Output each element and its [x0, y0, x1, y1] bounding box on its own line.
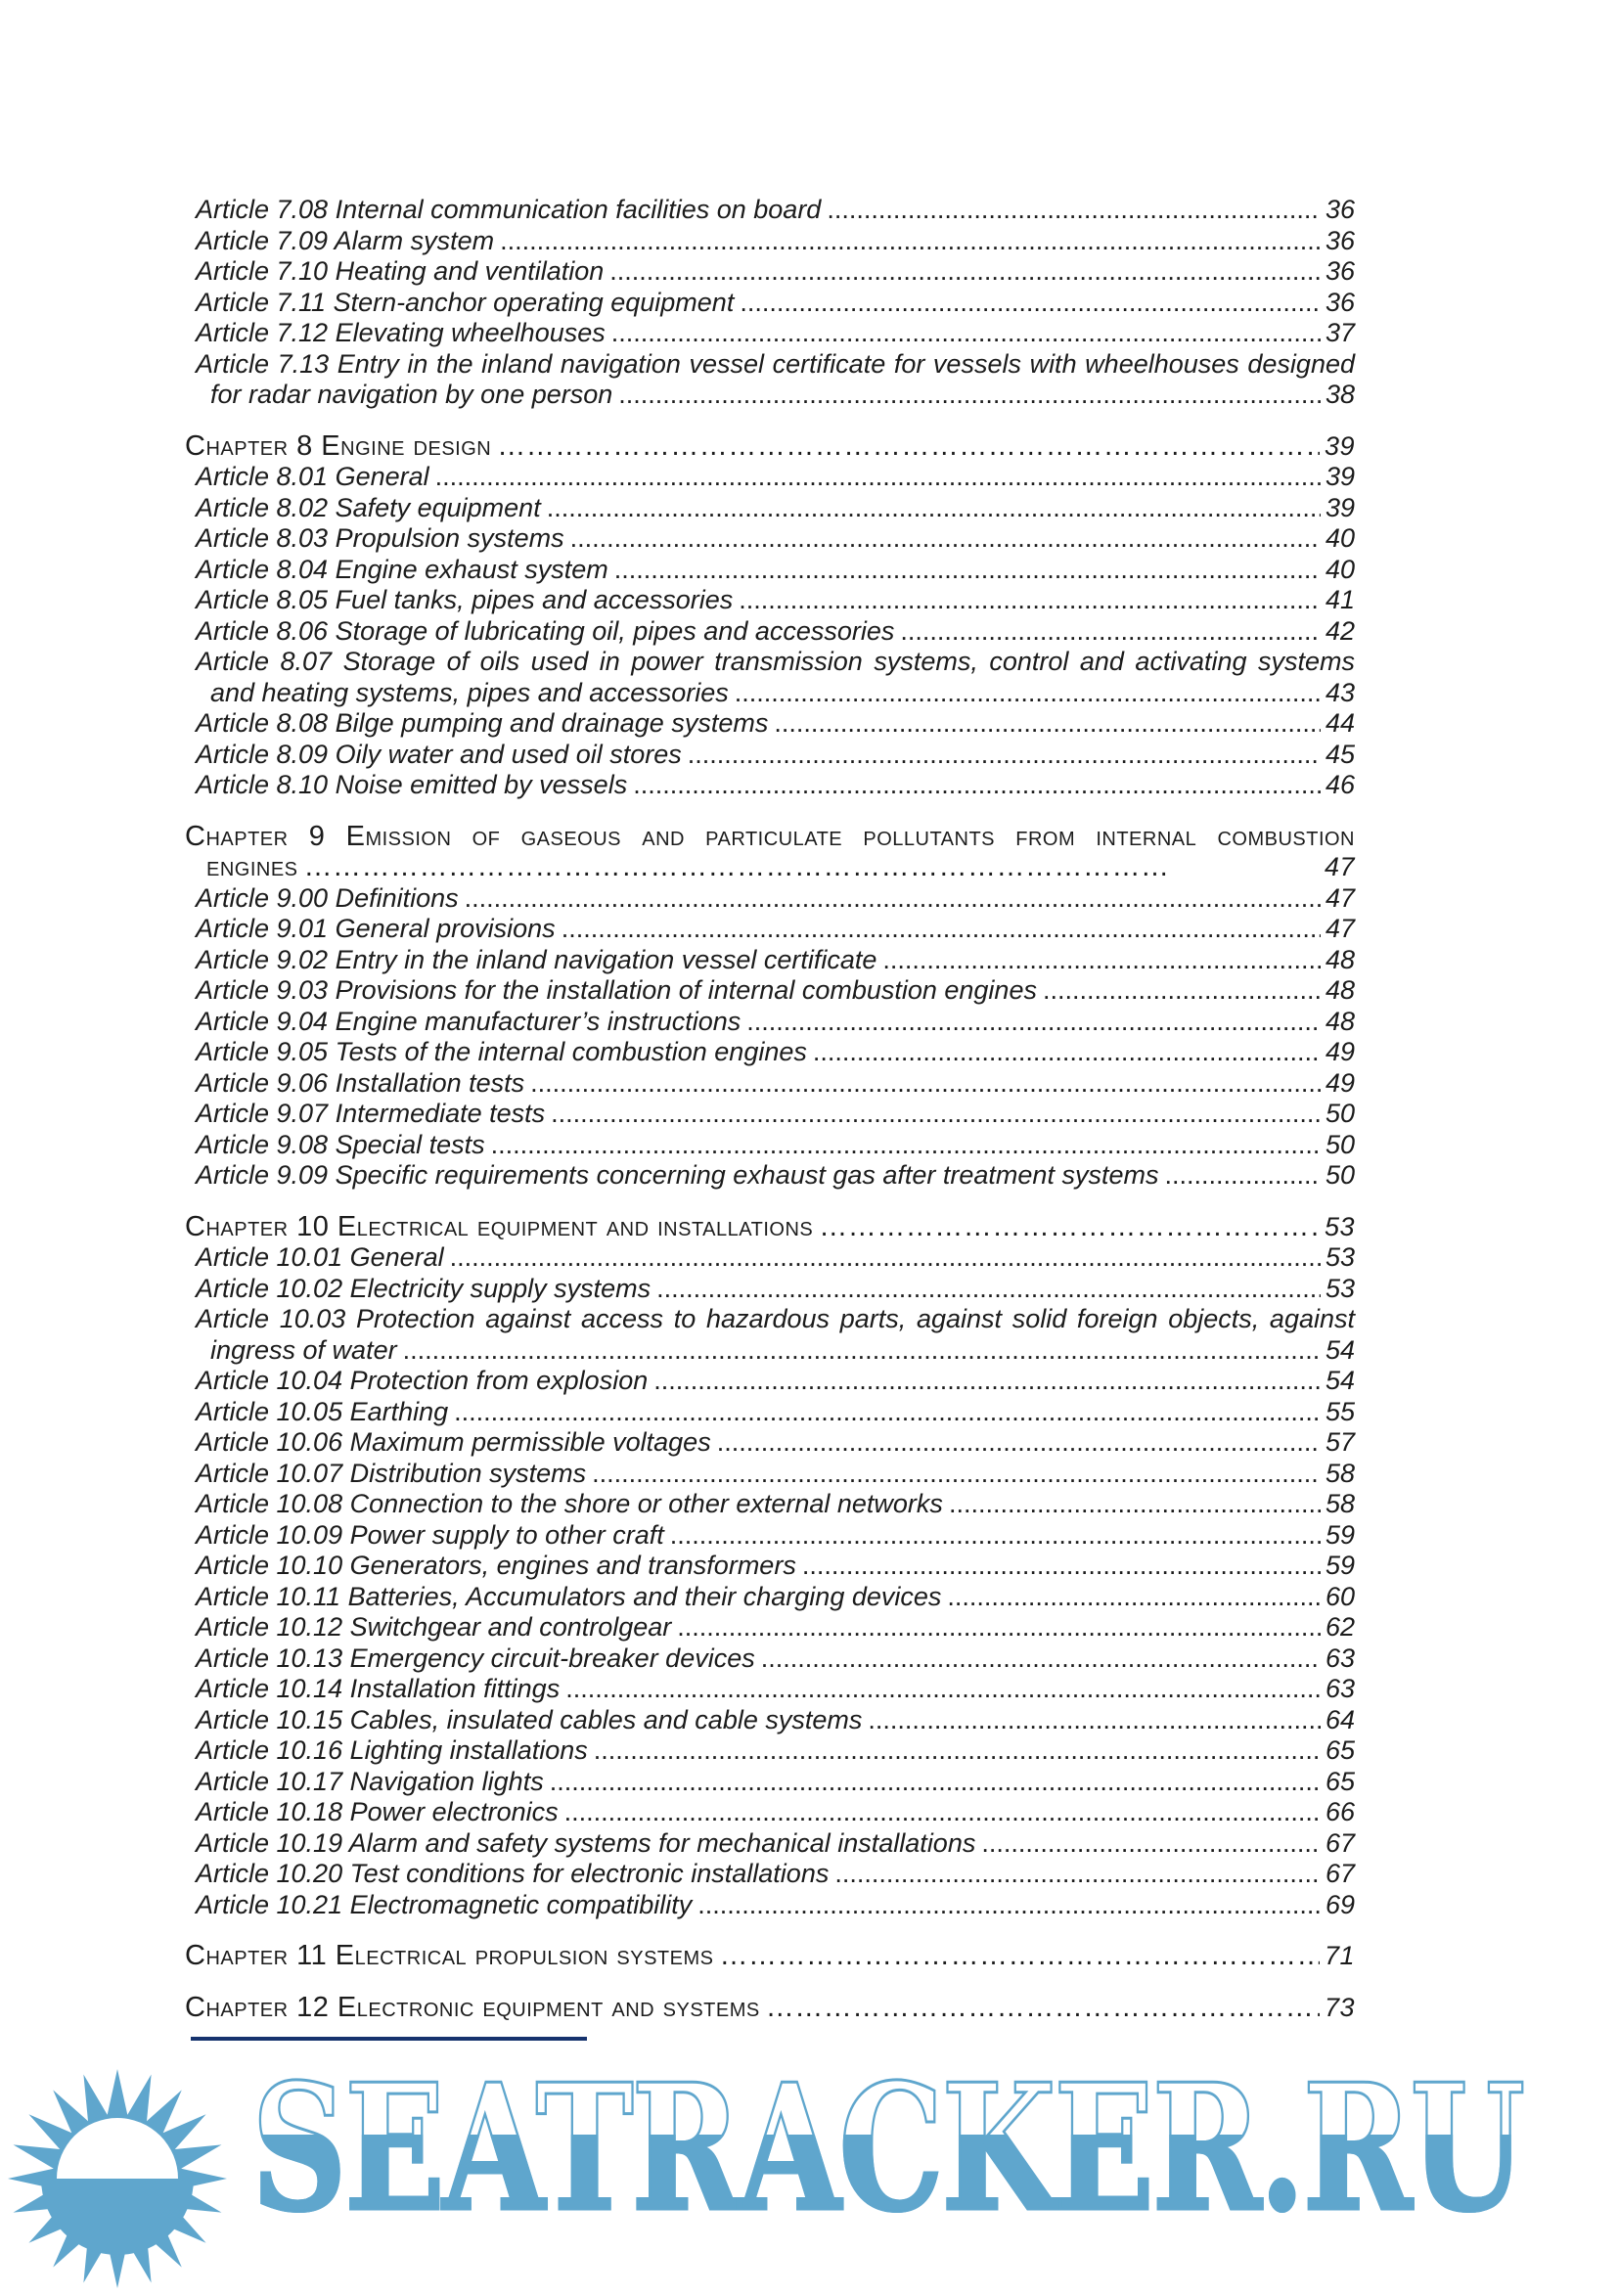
entry-title: Article 10.07 Distribution systems: [196, 1458, 587, 1488]
toc-article-entry: [185, 318, 1355, 349]
page-number: 36: [1325, 225, 1355, 255]
dot-leader: [550, 1767, 1321, 1798]
toc-entry-line: [196, 1582, 1355, 1613]
entry-title: Article 8.03 Propulsion systems: [196, 523, 564, 553]
dot-leader: [609, 256, 1321, 288]
dot-leader: [618, 380, 1321, 411]
toc-article-entry: [185, 1427, 1355, 1459]
toc-entry-line: [196, 288, 1355, 319]
toc-article-entry: [185, 226, 1355, 257]
page-number: 48: [1325, 975, 1355, 1005]
toc-article-entry: [185, 1674, 1355, 1705]
toc-entry-line: [196, 1643, 1355, 1675]
toc-entry-line: [196, 1890, 1355, 1921]
dot-leader: [746, 1007, 1321, 1038]
page-number: 65: [1325, 1766, 1355, 1796]
dot-leader: [435, 462, 1321, 493]
entry-title: Article 9.00 Definitions: [196, 882, 459, 913]
page-number: 48: [1325, 944, 1355, 974]
entry-title: for radar navigation by one person: [210, 380, 613, 409]
toc-entry-line: [196, 945, 1355, 976]
page-number: 53: [1324, 1211, 1355, 1241]
page-number: 50: [1325, 1160, 1355, 1190]
toc-article-entry: [185, 883, 1355, 915]
toc-entry-line: [196, 770, 1355, 801]
entry-title: Article 9.07 Intermediate tests: [196, 1099, 546, 1128]
dot-leader: [570, 523, 1321, 555]
page-number: 37: [1325, 318, 1355, 347]
page-number: 48: [1325, 1006, 1355, 1036]
entry-title: Article 10.16 Lighting installations: [196, 1735, 588, 1765]
toc-article-entry: [185, 1397, 1355, 1428]
toc-article-entry: [185, 555, 1355, 586]
page-number: 44: [1325, 708, 1355, 738]
page-number: 58: [1325, 1489, 1355, 1518]
entry-title-line1: Chapter 9 Emission of gaseous and particulate pollutants from internal combustion: [185, 820, 1355, 852]
toc-entry-line: [196, 1612, 1355, 1643]
toc-article-entry: [185, 1274, 1355, 1305]
page-number: 40: [1325, 523, 1355, 553]
toc-article-entry: [185, 914, 1355, 945]
entry-title: Article 8.01 General: [196, 462, 429, 491]
page-number: 45: [1325, 739, 1355, 769]
entry-title: ingress of water: [210, 1334, 397, 1365]
page-number: 71: [1324, 1941, 1355, 1970]
dot-leader: [981, 1828, 1321, 1860]
entry-title: Article 10.20 Test conditions for electronic installations: [196, 1859, 830, 1888]
toc-article-entry: [185, 523, 1355, 555]
toc-entry-line: [196, 1397, 1355, 1428]
entry-title: Article 10.01 General: [196, 1242, 444, 1272]
page-number: 58: [1325, 1458, 1355, 1488]
toc-entry-line: [196, 1274, 1355, 1305]
toc-entry-line: [196, 493, 1355, 524]
toc-entry-line: [196, 1551, 1355, 1582]
dot-leader: [1164, 1160, 1320, 1192]
toc-entry-line: [196, 1767, 1355, 1798]
toc-article-entry: [185, 1643, 1355, 1675]
entry-title: Article 9.09 Specific requirements concerning exhaust gas after treatment systems: [196, 1160, 1159, 1190]
toc-article-entry: [185, 1068, 1355, 1100]
toc-entry-line: [196, 256, 1355, 288]
watermark: [0, 2046, 1618, 2288]
toc-entry-line: [196, 380, 1355, 411]
dot-leader: [592, 1459, 1321, 1490]
dot-leader: [614, 555, 1321, 586]
dot-leader: [834, 1859, 1321, 1890]
toc-entry-line: [196, 523, 1355, 555]
dot-leader: [813, 1037, 1321, 1068]
toc-entry-line: [196, 740, 1355, 771]
entry-title: Article 10.09 Power supply to other craft: [196, 1519, 664, 1550]
toc-entry-line: [196, 883, 1355, 915]
page-number: 50: [1325, 1129, 1355, 1159]
toc-article-entry: [185, 1037, 1355, 1068]
entry-title: Article 10.13 Emergency circuit-breaker devices: [196, 1643, 755, 1673]
dot-leader: [1043, 975, 1321, 1007]
entry-title: Article 8.08 Bilge pumping and drainage systems: [196, 708, 769, 738]
toc-article-entry: [185, 1828, 1355, 1860]
page-number: 63: [1325, 1643, 1355, 1673]
toc-chapter-entry: [185, 1941, 1355, 1972]
entry-title: Article 9.03 Provisions for the installation of internal combustion engines: [196, 975, 1037, 1005]
entry-title: Article 10.15 Cables, insulated cables and cable systems: [196, 1704, 863, 1734]
toc-entry-line: [196, 1459, 1355, 1490]
page-number: 54: [1325, 1334, 1355, 1365]
toc-entry-line: [196, 1705, 1355, 1736]
entry-title: Article 8.10 Noise emitted by vessels: [196, 770, 628, 799]
page-number: 47: [1325, 882, 1355, 913]
dot-leader: [497, 431, 1320, 463]
page-number: 36: [1325, 195, 1355, 224]
page-number: 40: [1325, 554, 1355, 584]
toc-entry-line: [196, 462, 1355, 493]
dot-leader: [802, 1551, 1321, 1582]
toc-entry-line: [185, 1941, 1355, 1972]
toc-article-entry: [185, 1890, 1355, 1921]
entry-title: Chapter 10 Electrical equipment and installations: [185, 1210, 814, 1242]
page-number: 36: [1325, 256, 1355, 286]
dot-leader: [717, 1427, 1321, 1459]
page-number: 53: [1325, 1273, 1355, 1303]
toc-entry-line: [196, 1068, 1355, 1100]
toc-article-entry: [185, 647, 1355, 708]
toc-article-entry: [185, 1797, 1355, 1828]
page-number: 55: [1325, 1396, 1355, 1426]
dot-leader: [465, 883, 1321, 915]
page-number: 53: [1325, 1242, 1355, 1272]
toc-entry-line: [185, 1993, 1355, 2024]
toc-article-entry: [185, 1160, 1355, 1192]
dot-leader: [670, 1520, 1321, 1552]
toc-article-entry: [185, 708, 1355, 740]
page-number: 46: [1325, 770, 1355, 799]
toc-article-entry: [185, 1612, 1355, 1643]
entry-title: Article 9.05 Tests of the internal combustion engines: [196, 1037, 807, 1066]
dot-leader: [633, 770, 1321, 801]
toc-entry-line: [185, 852, 1355, 883]
dot-leader: [947, 1582, 1321, 1613]
toc-article-entry: [185, 1459, 1355, 1490]
page-number: 42: [1325, 615, 1355, 646]
toc-entry-line: [196, 555, 1355, 586]
toc-entry-line: [196, 1160, 1355, 1192]
toc-article-entry: [185, 1767, 1355, 1798]
toc-entry-line: [185, 431, 1355, 463]
dot-leader: [304, 852, 1320, 883]
entry-title: Article 10.11 Batteries, Accumulators and their charging devices: [196, 1581, 942, 1611]
toc-entry-line: [196, 1520, 1355, 1552]
entry-title: Article 10.21 Electromagnetic compatibility: [196, 1889, 693, 1919]
toc-article-entry: [185, 1099, 1355, 1130]
entry-title: Article 10.02 Electricity supply systems: [196, 1273, 652, 1303]
entry-title: engines: [206, 851, 298, 882]
dot-leader: [677, 1612, 1321, 1643]
entry-title: Article 10.05 Earthing: [196, 1396, 449, 1426]
entry-title: Chapter 12 Electronic equipment and systems: [185, 1991, 760, 2023]
page-number: 66: [1325, 1797, 1355, 1826]
toc-article-entry: [185, 770, 1355, 801]
page-number: 59: [1325, 1551, 1355, 1580]
dot-leader: [611, 318, 1321, 349]
page-number: 39: [1325, 462, 1355, 491]
page-number: 63: [1325, 1674, 1355, 1703]
toc-entry-line: [196, 1489, 1355, 1520]
dot-leader: [761, 1643, 1321, 1675]
page-number: 67: [1325, 1827, 1355, 1858]
toc-article-entry: [185, 256, 1355, 288]
toc-entry-line: [196, 585, 1355, 616]
dot-leader: [653, 1366, 1321, 1397]
toc-article-entry: [185, 493, 1355, 524]
toc-article-entry: [185, 1242, 1355, 1274]
entry-title: Article 9.01 General provisions: [196, 914, 556, 943]
toc-article-entry: [185, 1520, 1355, 1552]
entry-title-line1: Article 10.03 Protection against access to hazardous parts, against solid foreign objects, against: [196, 1304, 1355, 1333]
toc-article-entry: [185, 1304, 1355, 1366]
toc-article-entry: [185, 288, 1355, 319]
entry-title: Article 8.02 Safety equipment: [196, 492, 541, 522]
page-number: 38: [1325, 380, 1355, 409]
toc-entry-line: [196, 914, 1355, 945]
entry-title: Article 9.08 Special tests: [196, 1129, 485, 1159]
entry-title: Article 9.04 Engine manufacturer’s instructions: [196, 1006, 742, 1036]
dot-leader: [739, 585, 1321, 616]
toc-entry-line: [196, 708, 1355, 740]
toc-article-entry: [185, 1582, 1355, 1613]
toc-article-entry: [185, 1551, 1355, 1582]
toc-entry-line: [196, 1037, 1355, 1068]
dot-leader: [491, 1130, 1321, 1161]
entry-title: Chapter 11 Electrical propulsion systems: [185, 1940, 714, 1971]
page-number: 47: [1324, 852, 1355, 881]
page-number: 59: [1325, 1519, 1355, 1550]
dot-leader: [868, 1705, 1321, 1736]
toc-entry-line: [196, 616, 1355, 648]
page-number: 36: [1325, 287, 1355, 317]
entry-title: Article 9.06 Installation tests: [196, 1067, 525, 1098]
toc-entry-line: [196, 1427, 1355, 1459]
page-number: 62: [1325, 1612, 1355, 1642]
toc-entry-line: [196, 226, 1355, 257]
toc-article-entry: [185, 1130, 1355, 1161]
dot-leader: [688, 740, 1321, 771]
entry-title: Article 8.06 Storage of lubricating oil, pipes and accessories: [196, 615, 895, 646]
dot-leader: [720, 1941, 1320, 1972]
toc-article-entry: [185, 462, 1355, 493]
toc-article-entry: [185, 1735, 1355, 1767]
toc-entry-line: [196, 1099, 1355, 1130]
page-number: 69: [1325, 1889, 1355, 1919]
toc-article-entry: [185, 1366, 1355, 1397]
entry-title: Article 8.04 Engine exhaust system: [196, 554, 608, 584]
page-number: 41: [1325, 585, 1355, 614]
toc-entry-line: [196, 318, 1355, 349]
toc-article-entry: [185, 975, 1355, 1007]
toc-entry-line: [196, 1828, 1355, 1860]
page-number: 60: [1325, 1581, 1355, 1611]
toc-article-entry: [185, 349, 1355, 411]
toc-entry-line: [196, 195, 1355, 226]
entry-title: Article 7.10 Heating and ventilation: [196, 256, 605, 286]
dot-leader: [656, 1274, 1321, 1305]
page-number: 49: [1325, 1037, 1355, 1066]
dot-leader: [900, 616, 1321, 648]
entry-title: Article 10.12 Switchgear and controlgear: [196, 1612, 672, 1642]
toc-entry-line: [196, 1735, 1355, 1767]
dot-leader: [882, 945, 1321, 976]
toc-entry-line: [196, 1242, 1355, 1274]
dot-leader: [819, 1212, 1320, 1243]
page-number: 64: [1325, 1704, 1355, 1734]
dot-leader: [562, 914, 1321, 945]
page-number: 67: [1325, 1859, 1355, 1888]
entry-title: Article 7.12 Elevating wheelhouses: [196, 318, 606, 347]
watermark-text: SEATRACKER.RU: [251, 2046, 1523, 2250]
entry-title: Article 10.08 Connection to the shore or other external networks: [196, 1489, 943, 1518]
toc-entry-line: [196, 1007, 1355, 1038]
entry-title: and heating systems, pipes and accessories: [210, 677, 729, 707]
entry-title: Article 10.06 Maximum permissible voltages: [196, 1427, 711, 1457]
toc-article-entry: [185, 585, 1355, 616]
entry-title: Article 10.19 Alarm and safety systems for mechanical installations: [196, 1827, 976, 1858]
entry-title: Article 8.09 Oily water and used oil stores: [196, 739, 682, 769]
toc-article-entry: [185, 616, 1355, 648]
page-number: 47: [1325, 914, 1355, 943]
dot-leader: [454, 1397, 1321, 1428]
entry-title: Article 7.11 Stern-anchor operating equipment: [196, 287, 735, 317]
entry-title: Article 7.09 Alarm system: [196, 225, 495, 255]
dot-leader: [827, 195, 1321, 226]
entry-title: Article 8.05 Fuel tanks, pipes and accessories: [196, 585, 734, 614]
page-number: 73: [1324, 1992, 1355, 2022]
dot-leader: [949, 1489, 1321, 1520]
dot-leader: [450, 1242, 1321, 1274]
toc-article-entry: [185, 195, 1355, 226]
toc-entry-line: [185, 1212, 1355, 1243]
toc-article-entry: [185, 1859, 1355, 1890]
page-number: 39: [1325, 492, 1355, 522]
toc-entry-line: [196, 1130, 1355, 1161]
dot-leader: [551, 1099, 1321, 1130]
dot-leader: [697, 1890, 1321, 1921]
toc-article-entry: [185, 945, 1355, 976]
table-of-contents: [185, 195, 1355, 2023]
entry-title-line1: Article 7.13 Entry in the inland navigation vessel certificate for vessels with wheelhouses designed: [196, 348, 1355, 379]
page-number: 65: [1325, 1735, 1355, 1765]
toc-entry-line: [196, 678, 1355, 709]
toc-entry-line: [196, 1797, 1355, 1828]
toc-entry-line: [196, 1674, 1355, 1705]
footnote-separator-rule: [191, 2037, 587, 2041]
entry-title: Article 10.18 Power electronics: [196, 1797, 559, 1826]
toc-entry-line: [196, 1366, 1355, 1397]
dot-leader: [740, 288, 1321, 319]
dot-leader: [735, 678, 1321, 709]
entry-title: Article 9.02 Entry in the inland navigation vessel certificate: [196, 944, 877, 974]
dot-leader: [403, 1335, 1321, 1367]
dot-leader: [530, 1068, 1321, 1100]
dot-leader: [547, 493, 1321, 524]
dot-leader: [766, 1993, 1320, 2024]
toc-article-entry: [185, 1705, 1355, 1736]
toc-article-entry: [185, 1489, 1355, 1520]
toc-entry-line: [196, 1859, 1355, 1890]
toc-entry-line: [196, 1335, 1355, 1367]
toc-chapter-entry: [185, 1212, 1355, 1243]
dot-leader: [500, 226, 1321, 257]
page-number: 57: [1325, 1427, 1355, 1457]
page-number: 49: [1325, 1067, 1355, 1098]
entry-title: Article 10.17 Navigation lights: [196, 1766, 544, 1796]
page-number: 54: [1325, 1366, 1355, 1395]
entry-title: Chapter 8 Engine design: [185, 429, 492, 462]
dot-leader: [565, 1674, 1321, 1705]
toc-chapter-entry: [185, 822, 1355, 883]
sun-over-sea-icon: [0, 2061, 235, 2296]
dot-leader: [594, 1735, 1321, 1767]
entry-title: Article 10.14 Installation fittings: [196, 1674, 561, 1703]
dot-leader: [564, 1797, 1321, 1828]
page-number: 50: [1325, 1099, 1355, 1128]
dot-leader: [774, 708, 1321, 740]
toc-article-entry: [185, 740, 1355, 771]
toc-article-entry: [185, 1007, 1355, 1038]
entry-title: Article 7.08 Internal communication facilities on board: [196, 195, 822, 224]
entry-title: Article 10.10 Generators, engines and transformers: [196, 1551, 796, 1580]
page-number: 43: [1325, 677, 1355, 707]
entry-title: Article 10.04 Protection from explosion: [196, 1366, 649, 1395]
toc-chapter-entry: [185, 1993, 1355, 2024]
entry-title-line1: Article 8.07 Storage of oils used in power transmission systems, control and activating systems: [196, 647, 1355, 676]
page-number: 39: [1324, 430, 1355, 461]
toc-chapter-entry: [185, 431, 1355, 463]
toc-entry-line: [196, 975, 1355, 1007]
